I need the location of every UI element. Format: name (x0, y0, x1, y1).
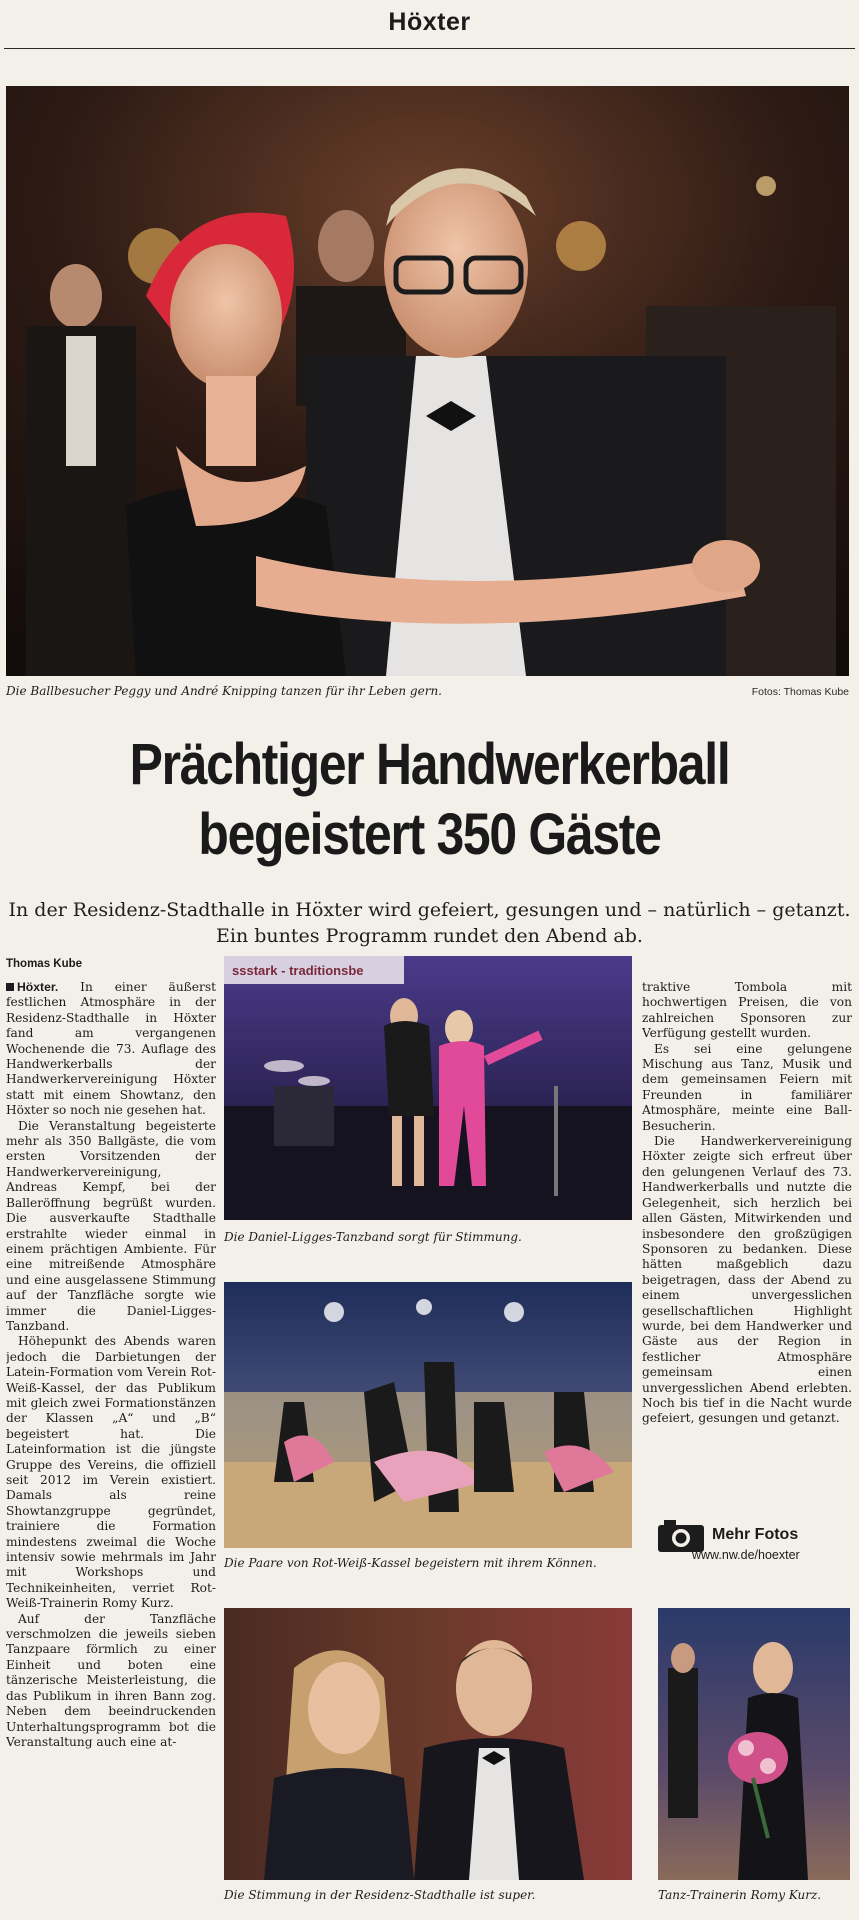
headline-line-2: begeistert 350 Gäste (198, 802, 661, 867)
paragraph: Höhepunkt des Abends waren jedoch die Darbietungen der Latein-Formation vom Verein Rot-Weiß-Kassel, der das Publikum mit gleich zwei Formationstänzen der Klassen „A“ und „B“ begeistert hat. Die Lateinformation ist die jüngste Gruppe des Vereins, die offiziell seit 2012 im Verein existiert. Damals als reine Showtanzgruppe gegründet, trainiere die Formation mindestens zweimal die Woche intensiv sowie mehrmals im Jahr mit Workshops und Technikeinheiten, verriet Rot-Weiß-Trainerin Romy Kurz. (6, 1334, 216, 1611)
couple-photo (224, 1608, 632, 1880)
paragraph: Es sei eine gelungene Mischung aus Tanz, Musik und dem gemeinsamen Feiern mit Freunden in familiärer Atmosphäre, meinte eine Ball-Besucherin. (642, 1041, 852, 1133)
dance-photo-caption: Die Paare von Rot-Weiß-Kassel begeistern mit ihrem Können. (224, 1556, 597, 1570)
paragraph: Die Veranstaltung begeisterte mehr als 350 Ballgäste, die vom ersten Vorsitzenden der Handwerkervereinigung, Andreas Kempf, bei der Balleröffnung begrüßt wurden. Die ausverkaufte Stadthalle erstrahlte wieder einmal in einem prächtigen Ambiente. Für eine mitreißende Atmosphäre und eine ausgelassene Stimmung auf der Tanzfläche sorgte wie immer die Daniel-Ligges-Tanzband. (6, 1118, 216, 1333)
section-title: Höxter (388, 8, 471, 36)
paragraph: Die Handwerkervereinigung Höxter zeigte sich erfreut über den gelungenen Verlauf des 73. Handwerkerballs und nutzte die Gelegenheit, sich herzlich bei allen Gästen, Mitwirkenden und insbesondere den großzügigen Sponsoren zu bedanken. Diese hätten maßgeblich dazu beigetragen, dass der Abend zu einem unvergesslichen gesellschaftlichen Highlight wurde, bei dem Handwerker und Gäste aus der Region in festlicher Atmosphäre gemeinsam einen unvergesslichen Abend erlebten. Noch bis tief in die Nacht wurde gefeiert, gesungen und getanzt. (642, 1134, 852, 1426)
main-photo (6, 86, 849, 676)
more-photos-box[interactable] (656, 1516, 852, 1568)
photo-credit: Fotos: Thomas Kube (751, 686, 849, 698)
couple-photo-caption: Die Stimmung in der Residenz-Stadthalle ist super. (224, 1888, 536, 1902)
more-photos-url[interactable]: www.nw.de/hoexter (692, 1548, 800, 1562)
stage-banner-text: ssstark - traditionsbe (232, 963, 364, 978)
more-photos-title: Mehr Fotos (712, 1526, 799, 1543)
author-byline: Thomas Kube (6, 958, 83, 970)
main-photo-caption: Die Ballbesucher Peggy und André Knipping tanzen für ihr Leben gern. (6, 684, 442, 698)
article-column-1 (6, 980, 216, 1910)
band-photo (224, 956, 632, 1220)
subheadline-line-1: In der Residenz-Stadthalle in Höxter wird gefeiert, gesungen und – natürlich – getanzt. (8, 899, 851, 921)
article-column-3 (642, 980, 852, 1500)
headline-line-1: Prächtiger Handwerkerball (129, 732, 730, 797)
subheadline-line-2: Ein buntes Programm rundet den Abend ab. (216, 925, 643, 947)
trainer-photo (658, 1608, 850, 1880)
paragraph: Auf der Tanzfläche verschmolzen die jeweils sieben Tanzpaare förmlich zu einer Einheit und boten eine tänzerische Meisterleistung, die das Publikum in ihren Bann zog. Neben dem beeindruckenden Unterhaltungsprogramm bot die Veranstaltung auch eine at- (6, 1611, 216, 1749)
header-rule (4, 48, 855, 49)
paragraph: traktive Tombola mit hochwertigen Preisen, die von zahlreichen Sponsoren zur Verfügung gestellt wurden. (642, 980, 852, 1041)
band-photo-caption: Die Daniel-Ligges-Tanzband sorgt für Stimmung. (224, 1230, 522, 1244)
paragraph: Höxter. In einer äußerst festlichen Atmosphäre in der Residenz-Stadthalle in Höxter fand am vergangenen Wochenende die 73. Auflage des Handwerkerballs der Handwerkervereinigung Höxter statt mit einem Showtanz, den Höxter so noch nie gesehen hat. (6, 980, 216, 1118)
trainer-photo-caption: Tanz-Trainerin Romy Kurz. (658, 1888, 822, 1902)
dance-photo (224, 1282, 632, 1548)
dateline: Höxter. (6, 980, 58, 994)
